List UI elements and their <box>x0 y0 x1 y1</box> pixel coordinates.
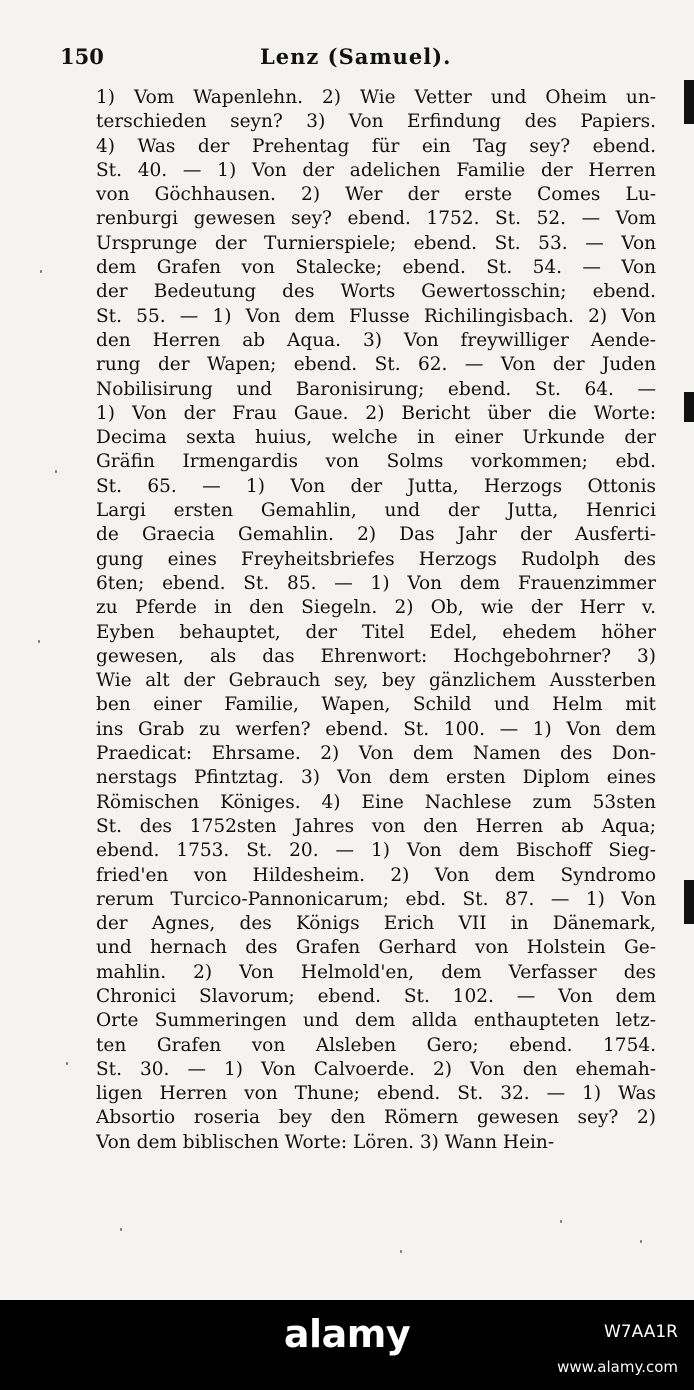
paper-speck <box>38 640 40 643</box>
text-line: St. 55. — 1) Von dem Flusse Richilingisbach. 2) Von <box>96 305 656 327</box>
paper-speck <box>40 270 42 273</box>
text-line: gewesen, als das Ehrenwort: Hochgebohrner? 3) <box>96 645 656 667</box>
footer-url: www.alamy.com <box>557 1358 678 1376</box>
text-line: mahlin. 2) Von Helmold'en, dem Verfasser des <box>96 961 656 983</box>
text-line: Absortio roseria bey den Römern gewesen sey? 2) <box>96 1107 656 1129</box>
page-body <box>96 86 656 1155</box>
text-line: 6ten; ebend. St. 85. — 1) Von dem Frauenzimmer <box>96 572 656 594</box>
page-number: 150 <box>60 44 104 69</box>
text-line: den Herren ab Aqua. 3) Von freywilliger Aende- <box>96 329 656 351</box>
text-line: Praedicat: Ehrsame. 2) Von dem Namen des Don- <box>96 743 656 765</box>
edge-shadow <box>684 392 694 422</box>
text-line: Von dem biblischen Worte: Lören. 3) Wann Hein- <box>96 1131 555 1153</box>
text-line: Decima sexta huius, welche in einer Urkunde der <box>96 427 656 449</box>
text-line: Gräfin Irmengardis von Solms vorkommen; ebd. <box>96 451 656 473</box>
text-line: Eyben behauptet, der Titel Edel, ehedem höher <box>96 621 656 643</box>
text-line: Chronici Slavorum; ebend. St. 102. — Von dem <box>96 985 656 1007</box>
text-line: Orte Summeringen und dem allda enthaupteten letz- <box>96 1010 656 1032</box>
text-line: 4) Was der Prehentag für ein Tag sey? ebend. <box>96 135 656 157</box>
paper-speck <box>66 1062 68 1065</box>
text-line: St. 65. — 1) Von der Jutta, Herzogs Ottonis <box>96 475 656 497</box>
text-line: St. 40. — 1) Von der adelichen Familie der Herren <box>96 159 656 181</box>
text-line: St. 30. — 1) Von Calvoerde. 2) Von den ehemah- <box>96 1058 656 1080</box>
text-line: gung eines Freyheitsbriefes Herzogs Rudolph des <box>96 548 656 570</box>
running-head: Lenz (Samuel). <box>260 44 452 69</box>
text-line: und hernach des Grafen Gerhard von Holstein Ge- <box>96 937 656 959</box>
page-header <box>0 44 694 76</box>
text-line: ligen Herren von Thune; ebend. St. 32. — 1) Was <box>96 1083 656 1105</box>
text-line: der Agnes, des Königs Erich VII in Dänemark, <box>96 913 656 935</box>
watermark-footer <box>0 1300 694 1390</box>
text-line: ebend. 1753. St. 20. — 1) Von dem Bischoff Sieg- <box>96 840 656 862</box>
text-line: ins Grab zu werfen? ebend. St. 100. — 1) Von dem <box>96 718 656 740</box>
paper-speck <box>400 1250 402 1253</box>
text-line: St. des 1752sten Jahres von den Herren ab Aqua; <box>96 815 656 837</box>
text-line: zu Pferde in den Siegeln. 2) Ob, wie der Herr v. <box>96 597 656 619</box>
text-line: 1) Vom Wapenlehn. 2) Wie Vetter und Oheim un- <box>96 87 656 108</box>
image-id: W7AA1R <box>604 1322 678 1342</box>
text-line: rung der Wapen; ebend. St. 62. — Von der Juden <box>96 354 656 376</box>
text-line: renburgi gewesen sey? ebend. 1752. St. 52. — Vom <box>96 208 656 230</box>
text-line: 1) Von der Frau Gaue. 2) Bericht über die Worte: <box>96 402 656 424</box>
text-line: dem Grafen von Stalecke; ebend. St. 54. — Von <box>96 257 656 279</box>
text-line: Ursprunge der Turnierspiele; ebend. St. 53. — Von <box>96 232 656 254</box>
text-line: nerstags Pfintztag. 3) Von dem ersten Diplom eines <box>96 767 656 789</box>
text-line: fried'en von Hildesheim. 2) Von dem Syndromo <box>96 864 656 886</box>
text-line: ben einer Familie, Wapen, Schild und Helm mit <box>96 694 656 716</box>
text-line: der Bedeutung des Worts Gewertosschin; ebend. <box>96 281 656 303</box>
text-line: Wie alt der Gebrauch sey, bey gänzlichem Aussterben <box>96 670 656 692</box>
paper-speck <box>120 1228 122 1231</box>
text-line: Largi ersten Gemahlin, und der Jutta, Henrici <box>96 500 656 522</box>
text-line: Nobilisirung und Baronisirung; ebend. St. 64. — <box>96 378 656 400</box>
text-line: von Göchhausen. 2) Wer der erste Comes Lu- <box>96 184 656 206</box>
edge-shadow <box>684 80 694 124</box>
text-line: de Graecia Gemahlin. 2) Das Jahr der Ausferti- <box>96 524 656 546</box>
text-line: terschieden seyn? 3) Von Erfindung des Papiers. <box>96 111 656 133</box>
text-line: ten Grafen von Alsleben Gero; ebend. 1754. <box>96 1034 656 1056</box>
text-line: Römischen Königes. 4) Eine Nachlese zum 53sten <box>96 791 656 813</box>
alamy-logo: alamy <box>283 1312 411 1356</box>
text-line: rerum Turcico-Pannonicarum; ebd. St. 87. — 1) Von <box>96 888 656 910</box>
edge-shadow <box>684 880 694 924</box>
paper-speck <box>560 1220 562 1223</box>
paper-speck <box>55 470 57 473</box>
paper-speck <box>640 1240 642 1243</box>
